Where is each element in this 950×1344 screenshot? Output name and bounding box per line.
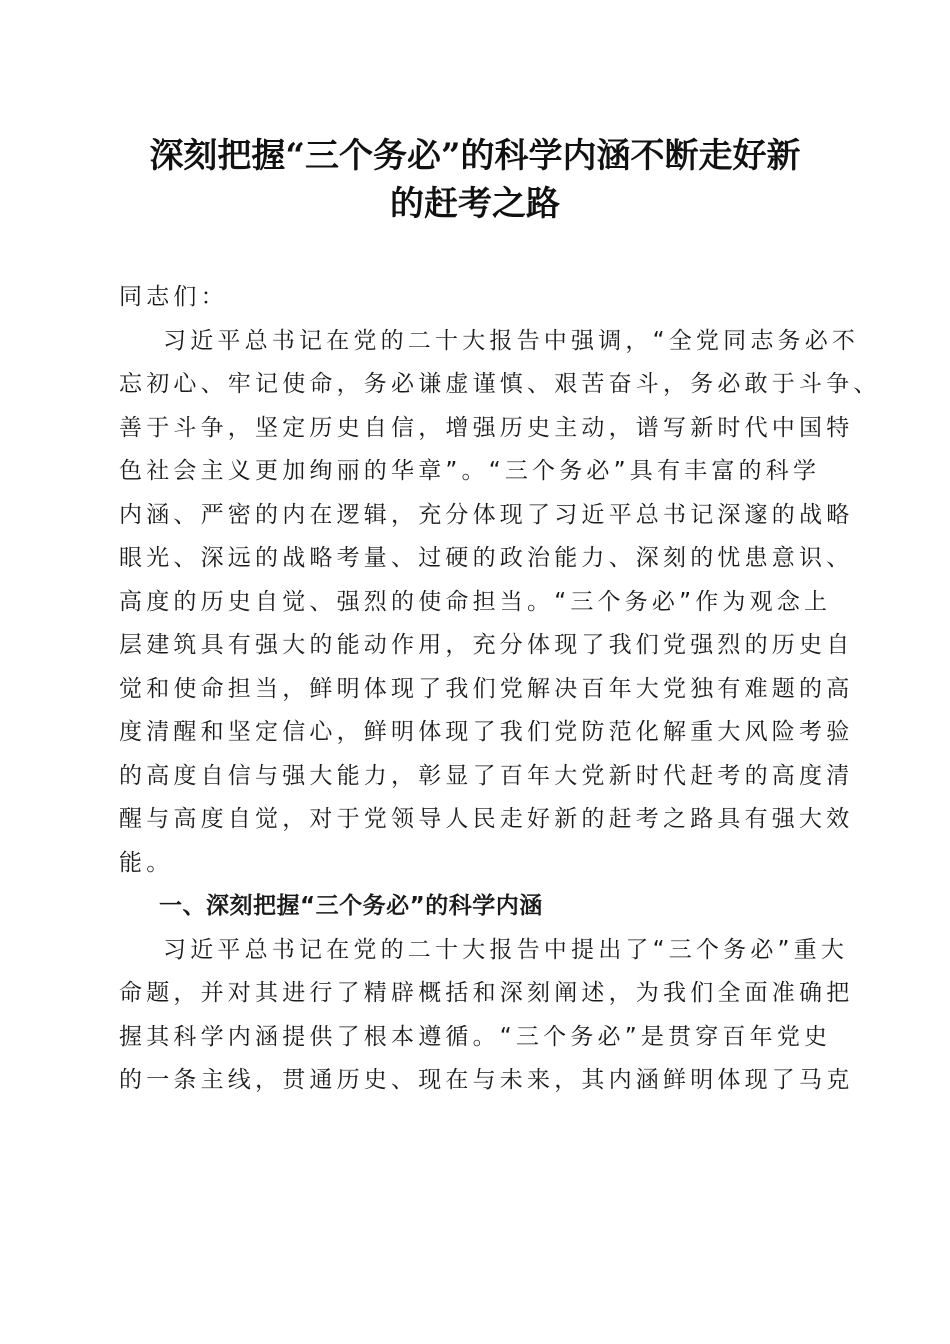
paragraph-2-line: 握其科学内涵提供了根本遵循。“三个务必”是贯穿百年党史 <box>119 1023 832 1050</box>
paragraph-1-line: 觉和使命担当，鲜明体现了我们党解决百年大党独有难题的高 <box>119 675 854 702</box>
paragraph-2-line: 习近平总书记在党的二十大报告中提出了“三个务必”重大 <box>163 936 849 963</box>
salutation: 同志们： <box>119 284 228 310</box>
paragraph-1-line: 层建筑具有强大的能动作用，充分体现了我们党强烈的历史自 <box>119 632 854 658</box>
paragraph-1-line: 内涵、严密的内在逻辑，充分体现了习近平总书记深邃的战略 <box>119 501 854 528</box>
paragraph-2-line: 的一条主线，贯通历史、现在与未来，其内涵鲜明体现了马克 <box>119 1067 854 1093</box>
paragraph-1-line: 善于斗争，坚定历史自信，增强历史主动，谱写新时代中国特 <box>119 414 854 441</box>
paragraph-2-line: 命题，并对其进行了精辟概括和深刻阐述，为我们全面准确把 <box>119 980 854 1006</box>
paragraph-1-line: 能。 <box>119 849 174 876</box>
title-line-1: 深刻把握“三个务必”的科学内涵不断走好新 <box>149 136 801 176</box>
paragraph-1-line: 醒与高度自觉，对于党领导人民走好新的赶考之路具有强大效 <box>119 806 854 832</box>
document-body <box>119 276 881 1103</box>
paragraph-1-line: 度清醒和坚定信心，鲜明体现了我们党防范化解重大风险考验 <box>119 719 854 745</box>
paragraph-1-line: 习近平总书记在党的二十大报告中强调，“全党同志务必不 <box>163 327 860 354</box>
title-line-2: 的赶考之路 <box>390 184 560 224</box>
paragraph-1-line: 忘初心、牢记使命，务必谦虚谨慎、艰苦奋斗，务必敢于斗争、 <box>119 371 881 397</box>
paragraph-1-line: 的高度自信与强大能力，彰显了百年大党新时代赶考的高度清 <box>119 762 854 789</box>
paragraph-1-line: 色社会主义更加绚丽的华章”。“三个务必”具有丰富的科学 <box>119 458 821 484</box>
section-1-heading: 一、深刻把握“三个务必”的科学内涵 <box>159 893 543 919</box>
paragraph-1-line: 高度的历史自觉、强烈的使命担当。“三个务必”作为观念上 <box>119 588 832 615</box>
paragraph-1-line: 眼光、深远的战略考量、过硬的政治能力、深刻的忧患意识、 <box>119 545 854 571</box>
document-title <box>100 132 850 228</box>
